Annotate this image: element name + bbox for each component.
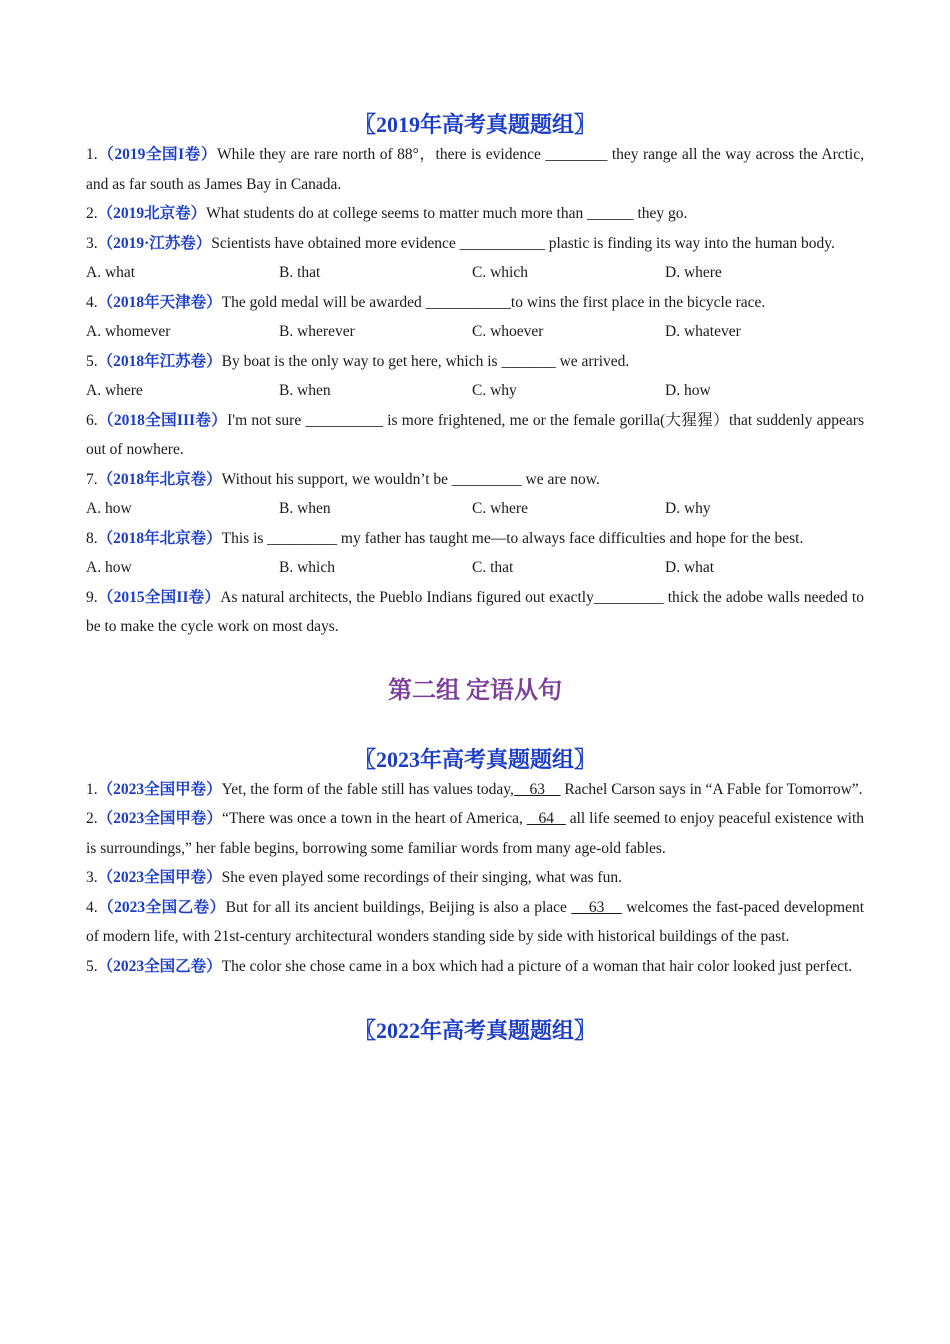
question-2018-6: 6.（2018全国III卷）I'm not sure __________ is more frightened, me or the female gorilla(大猩猩）that suddenly appears out of nowhere. — [86, 411, 864, 458]
question-2023-4: 4.（2023全国乙卷）But for all its ancient buildings, Beijing is also a place 63 welcomes the fast-paced development of modern life, with 21st-century architectural wonders standing side by side with historical buildings of the past. — [86, 898, 865, 945]
question-2019-1: 1.（2019全国I卷）While they are rare north of 88°，there is evidence ________ they range all the way across the Arctic, and as far south as James Bay in Canada. — [86, 146, 864, 193]
section-heading-2023: 〖2023年高考真题题组〗 — [353, 746, 596, 772]
options-q5: A. where B. when C. why D. how — [86, 382, 711, 399]
section-heading-2019: 〖2019年高考真题题组〗 — [353, 112, 596, 137]
question-2018-7: 7.（2018年北京卷）Without his support, we wouldn’t be _________ we are now. — [86, 470, 600, 488]
question-2018-4: 4.（2018年天津卷）The gold medal will be awarded ___________to wins the first place in the bicycle race. — [86, 293, 766, 311]
question-2023-2: 2.（2023全国甲卷）“There was once a town in the heart of America, 64 all life seemed to enjoy peaceful existence with is surroundings,” her fable begins, borrowing some familiar words from many age-old fables. — [86, 810, 864, 857]
options-q3: A. what B. that C. which D. where — [86, 264, 722, 281]
question-2015-9: 9.（2015全国II卷）As natural architects, the Pueblo Indians figured out exactly_________ thick the adobe walls needed to be to make the cycle work on most days. — [86, 588, 864, 635]
question-2018-8: 8.（2018年北京卷）This is _________ my father has taught me—to always face difficulties and hope for the best. — [86, 529, 804, 547]
options-q8: A. how B. which C. that D. what — [86, 559, 715, 576]
document-page — [86, 110, 864, 1046]
options-q4: A. whomever B. wherever C. whoever D. whatever — [86, 323, 741, 340]
question-2023-1: 1.（2023全国甲卷）Yet, the form of the fable still has values today, 63 Rachel Carson says in “A Fable for Tomorrow”. — [86, 780, 863, 798]
question-2023-5: 5.（2023全国乙卷）The color she chose came in a box which had a picture of a woman that hair color looked just perfect. — [86, 957, 853, 975]
question-2023-3: 3.（2023全国甲卷）She even played some recordings of their singing, what was fun. — [86, 869, 622, 886]
options-q7: A. how B. when C. where D. why — [86, 500, 711, 517]
group-two-heading: 第二组 定语从句 — [388, 677, 562, 704]
question-2018-5: 5.（2018年江苏卷）By boat is the only way to get here, which is _______ we arrived. — [86, 352, 630, 370]
question-2019-2: 2.（2019北京卷）What students do at college seems to matter much more than ______ they go. — [86, 205, 688, 222]
section-heading-2022: 〖2022年高考真题题组〗 — [353, 1018, 596, 1043]
question-2019-3: 3.（2019·江苏卷）Scientists have obtained more evidence ___________ plastic is finding its way into the human body. — [86, 234, 835, 252]
